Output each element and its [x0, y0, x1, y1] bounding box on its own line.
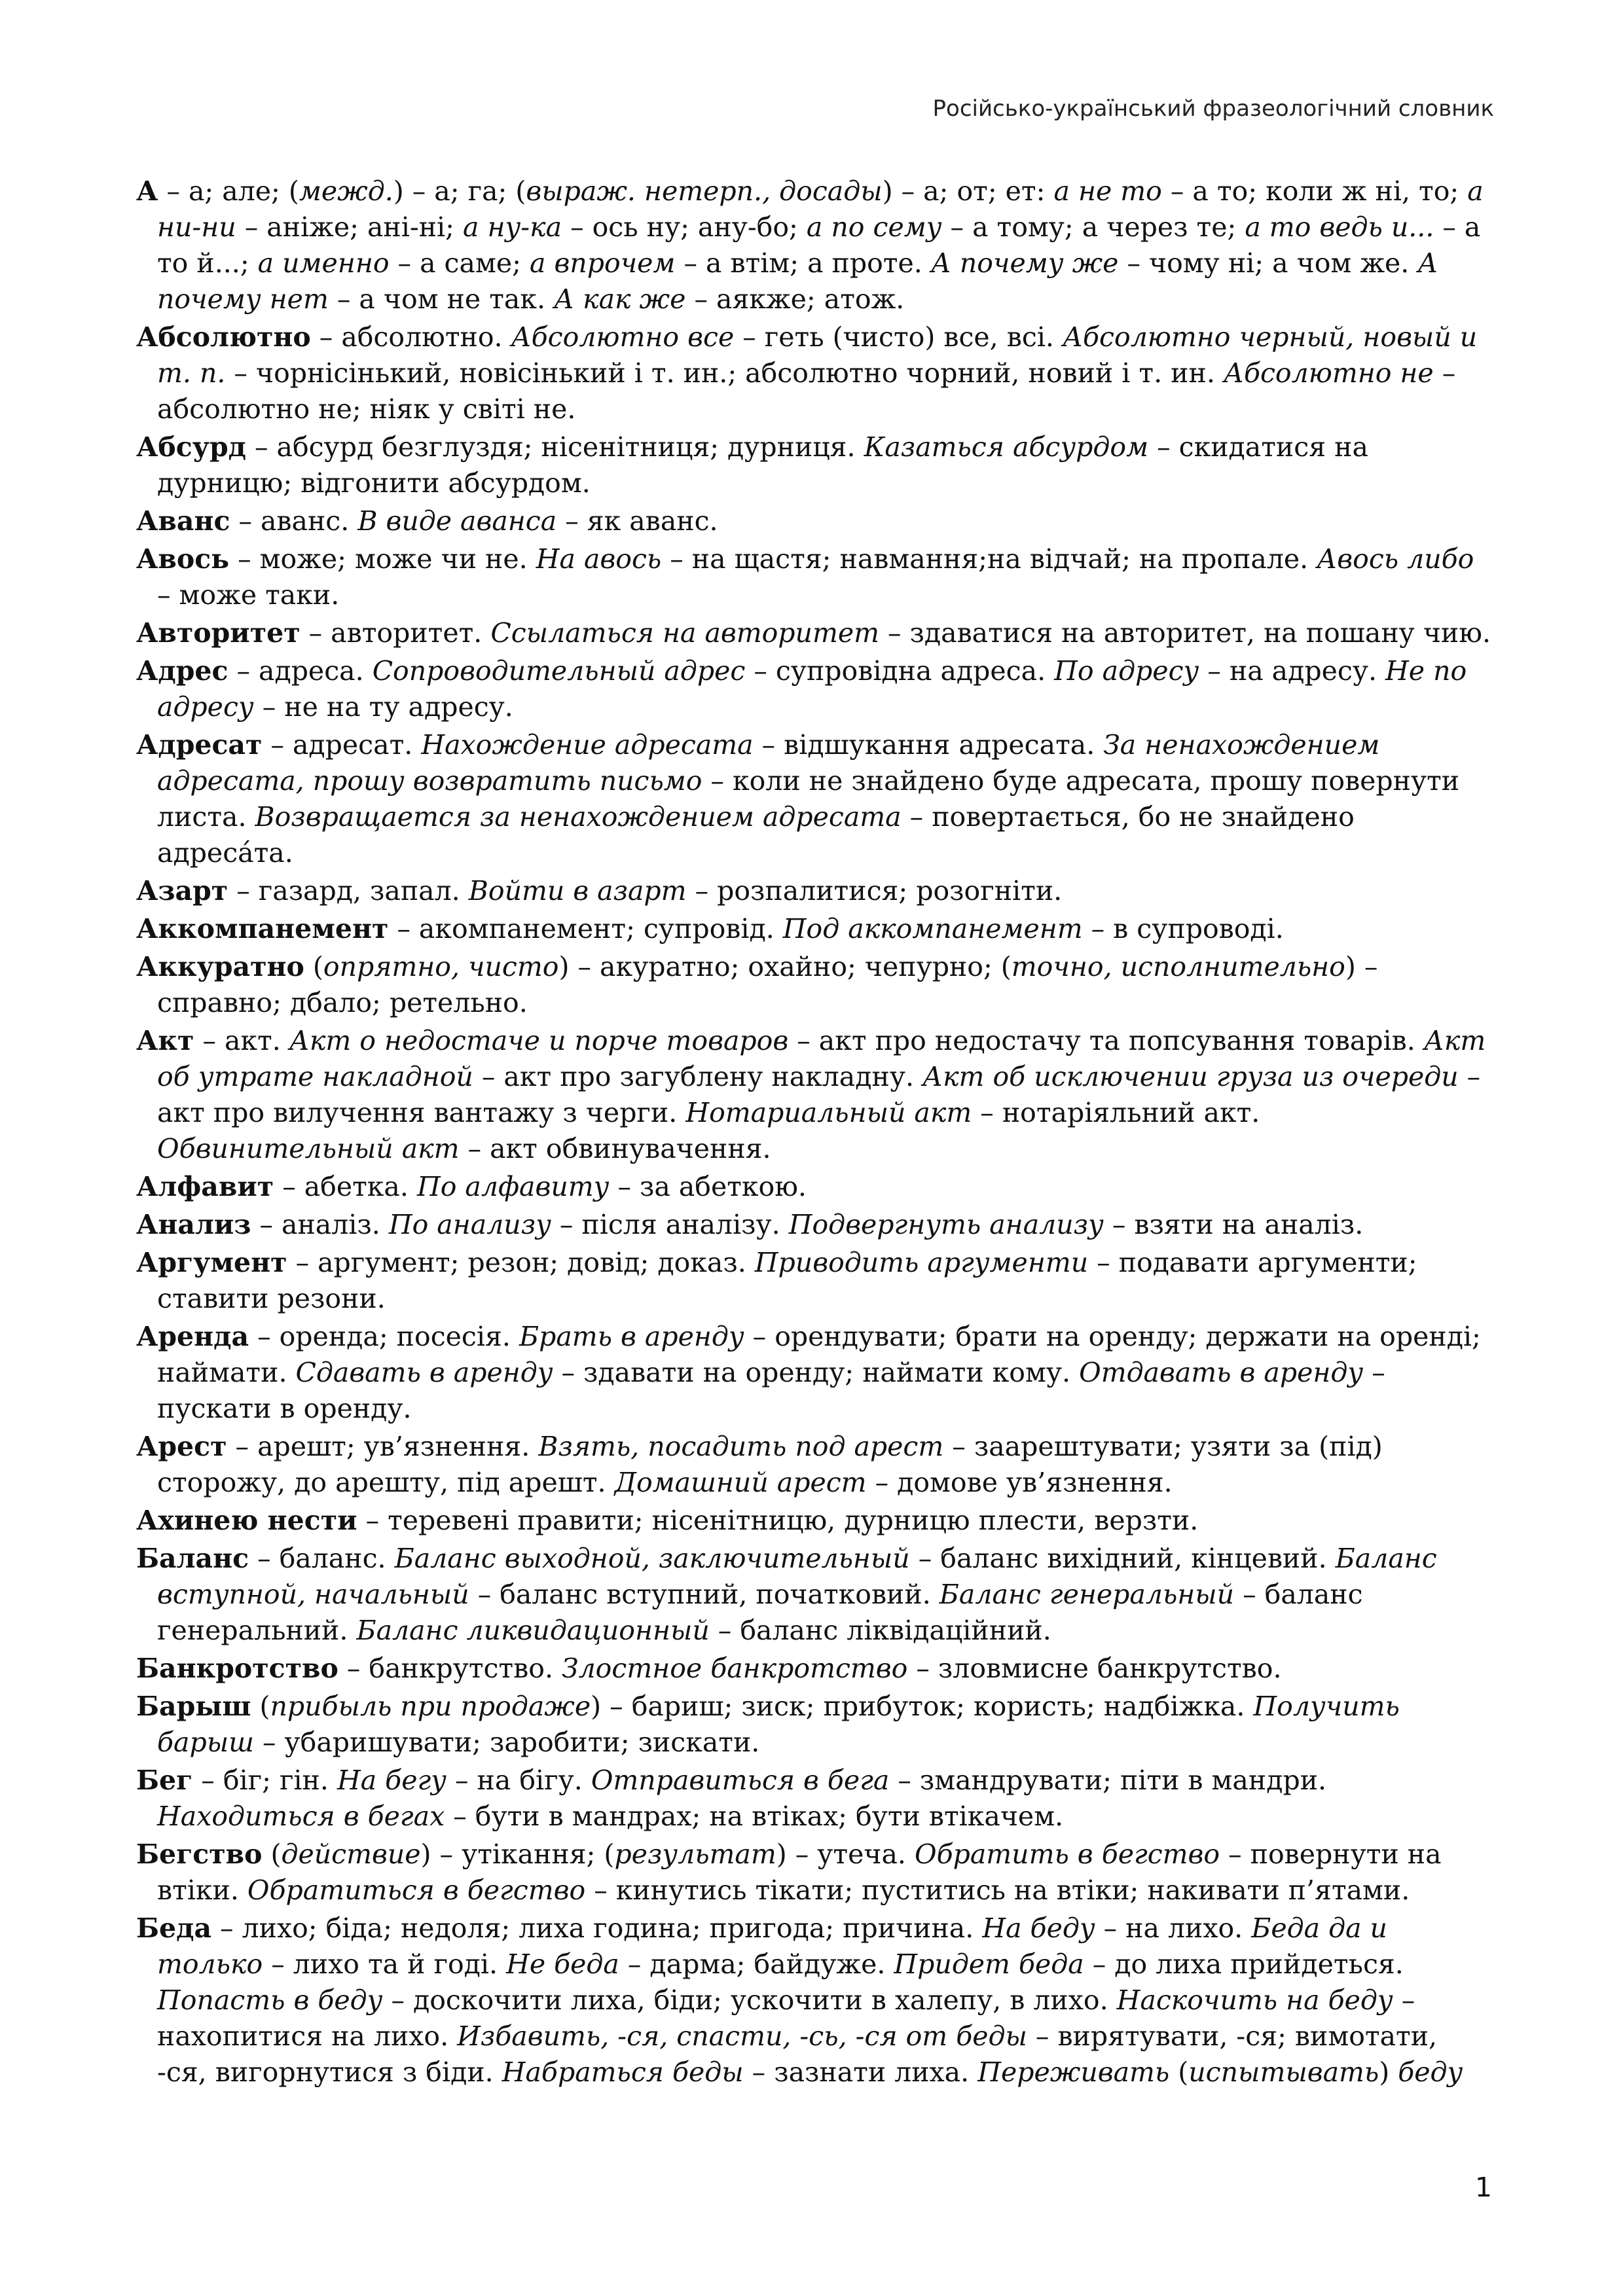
- entry-translation: – в супроводі.: [1082, 913, 1284, 944]
- dictionary-entry: [136, 1023, 1495, 1167]
- entry-phrase: Отдавать в аренду: [1079, 1357, 1364, 1388]
- entry-translation: – а; але; (: [158, 175, 299, 207]
- entry-translation: – на щастя; навмання;на відчай; на пропале.: [661, 543, 1317, 575]
- dictionary-entry: [136, 1541, 1495, 1649]
- entry-translation: – заарештувати; узяти за (під) сторожу, до арешту, під арешт.: [157, 1431, 1383, 1498]
- entry-phrase: а именно: [257, 247, 390, 279]
- entry-translation: – акт обвинувачення.: [459, 1133, 771, 1164]
- entry-translation: – дарма; байдуже.: [619, 1948, 894, 1980]
- entry-translation: – вирятувати, -ся; вимотати, -ся, вигорнутися з біди.: [157, 2020, 1438, 2088]
- entry-translation: – зловмисне банкрутство.: [907, 1653, 1282, 1684]
- entry-phrase: а ни-ни: [157, 175, 1484, 243]
- entry-translation: – оренда; посесія.: [249, 1321, 519, 1352]
- dictionary-entry: [136, 319, 1495, 427]
- entry-translation: – адресат.: [262, 729, 422, 761]
- entry-translation: – убаришувати; заробити; зискати.: [253, 1727, 760, 1758]
- entry-translation: – баланс.: [249, 1543, 395, 1574]
- entry-translation: (: [1169, 2056, 1189, 2088]
- entry-translation: – а саме;: [389, 247, 530, 279]
- entry-phrase: а впрочем: [529, 247, 676, 279]
- entry-translation: – подавати аргументи; ставити резони.: [157, 1247, 1417, 1314]
- entry-translation: ) – утеча.: [776, 1839, 915, 1870]
- entry-translation: ) – а; от; ет:: [882, 175, 1054, 207]
- entry-phrase: Акт об утрате накладной: [157, 1025, 1486, 1092]
- entry-headword: Аванс: [136, 505, 230, 537]
- entry-translation: – чому ні; а чом же.: [1118, 247, 1418, 279]
- entry-headword: Адрес: [136, 655, 228, 687]
- dictionary-entries: [136, 173, 1495, 2092]
- entry-phrase: Обратить в бегство: [914, 1839, 1220, 1870]
- dictionary-entry: [136, 541, 1495, 613]
- entry-translation: – як аванс.: [556, 505, 718, 537]
- entry-translation: – арешт; ув’язнення.: [227, 1431, 539, 1462]
- entry-translation: – здаватися на авторитет, на пошану чию.: [879, 617, 1491, 649]
- entry-headword: А: [136, 175, 158, 207]
- entry-translation: – а тому; а через те;: [941, 211, 1245, 243]
- entry-translation: – кинутись тікати; пуститись на втіки; накивати п’ятами.: [585, 1874, 1410, 1906]
- entry-translation: – розпалитися; розогніти.: [686, 875, 1063, 906]
- entry-phrase: В виде аванса: [357, 505, 557, 537]
- entry-phrase: Обвинительный акт: [157, 1133, 460, 1164]
- entry-phrase: действие: [281, 1839, 421, 1870]
- entry-phrase: Сдавать в аренду: [295, 1357, 553, 1388]
- entry-phrase: Акт о недостаче и порче товаров: [289, 1025, 789, 1056]
- entry-phrase: Нотариальный акт: [685, 1097, 972, 1128]
- entry-phrase: испытывать: [1188, 2056, 1379, 2088]
- entry-translation: – баланс генеральний.: [157, 1579, 1363, 1646]
- entry-translation: – аванс.: [230, 505, 358, 537]
- entry-translation: – пускати в оренду.: [157, 1357, 1385, 1424]
- entry-translation: – абсолютно.: [310, 321, 511, 353]
- entry-translation: – повернути на втіки.: [157, 1839, 1442, 1906]
- entry-translation: – баланс ліквідаційний.: [709, 1615, 1051, 1646]
- entry-phrase: Приводить аргументи: [754, 1247, 1089, 1278]
- dictionary-entry: [136, 1837, 1495, 1909]
- dictionary-entry: [136, 727, 1495, 871]
- entry-phrase: Злостное банкротство: [562, 1653, 908, 1684]
- dictionary-entry: [136, 1207, 1495, 1243]
- entry-translation: – лихо та й годі.: [263, 1948, 507, 1980]
- entry-headword: Азарт: [136, 875, 228, 906]
- entry-translation: (: [304, 951, 323, 982]
- entry-headword: Беда: [136, 1912, 212, 1944]
- entry-phrase: На беду: [982, 1912, 1095, 1944]
- entry-translation: – а втім; а проте.: [675, 247, 931, 279]
- entry-translation: – взяти на аналіз.: [1103, 1209, 1364, 1240]
- entry-translation: – геть (чисто) все, всі.: [734, 321, 1063, 353]
- entry-headword: Арест: [136, 1431, 227, 1462]
- entry-phrase: результат: [614, 1839, 776, 1870]
- entry-phrase: А как же: [554, 283, 686, 315]
- entry-translation: (: [262, 1839, 282, 1870]
- entry-translation: – баланс вступний, початковий.: [469, 1579, 939, 1610]
- entry-phrase: а не то: [1053, 175, 1162, 207]
- entry-headword: Адресат: [136, 729, 263, 761]
- entry-phrase: опрятно, чисто: [323, 951, 559, 982]
- entry-phrase: беду: [1398, 2056, 1463, 2088]
- entry-phrase: На авось: [536, 543, 662, 575]
- entry-headword: Акт: [136, 1025, 194, 1056]
- entry-translation: – коли не знайдено буде адресата, прошу повернути листа.: [157, 765, 1460, 833]
- entry-phrase: Баланс вступной, начальный: [157, 1543, 1437, 1610]
- entry-translation: – акт про недостачу та попсування товарів.: [788, 1025, 1424, 1056]
- entry-translation: – абсурд безглуздя; нісенітниця; дурниця.: [246, 431, 864, 463]
- entry-translation: – на лихо.: [1095, 1912, 1252, 1944]
- entry-phrase: Отправиться в бега: [591, 1765, 890, 1796]
- entry-phrase: Находиться в бегах: [157, 1801, 445, 1832]
- running-header: Російсько-український фразеологічний словник: [932, 96, 1494, 122]
- entry-phrase: а ну-ка: [463, 211, 562, 243]
- dictionary-entry: [136, 1689, 1495, 1761]
- entry-translation: – скидатися на дурницю; відгонити абсурдом.: [157, 431, 1368, 499]
- entry-headword: Баланс: [136, 1543, 249, 1574]
- entry-translation: – а то; коли ж ні, то;: [1161, 175, 1468, 207]
- entry-translation: – нотаріяльний акт.: [972, 1097, 1260, 1128]
- entry-translation: – бути в мандрах; на втіках; бути втікачем.: [445, 1801, 1064, 1832]
- entry-phrase: По алфавиту: [416, 1171, 610, 1202]
- entry-headword: Аккомпанемент: [136, 913, 389, 944]
- entry-phrase: Сопроводительный адрес: [372, 655, 746, 687]
- entry-translation: – а чом не так.: [328, 283, 555, 315]
- entry-phrase: Взять, посадить под арест: [538, 1431, 944, 1462]
- entry-headword: Бегство: [136, 1839, 263, 1870]
- entry-translation: – аргумент; резон; довід; доказ.: [287, 1247, 755, 1278]
- entry-translation: – акомпанемент; супровід.: [388, 913, 783, 944]
- dictionary-entry: [136, 911, 1495, 947]
- entry-translation: – домове ув’язнення.: [866, 1467, 1173, 1498]
- entry-phrase: Избавить, -ся, спасти, -сь, -ся от беды: [457, 2020, 1027, 2052]
- dictionary-entry: [136, 1319, 1495, 1427]
- entry-translation: – авторитет.: [300, 617, 491, 649]
- entry-phrase: Набраться беды: [501, 2056, 744, 2088]
- entry-headword: Барыш: [136, 1691, 251, 1722]
- entry-headword: Алфавит: [136, 1171, 274, 1202]
- entry-translation: – на бігу.: [446, 1765, 591, 1796]
- entry-phrase: Подвергнуть анализу: [788, 1209, 1104, 1240]
- entry-translation: – здавати на оренду; наймати кому.: [553, 1357, 1080, 1388]
- entry-phrase: Авось либо: [1317, 543, 1474, 575]
- entry-phrase: точно, исполнительно: [1011, 951, 1345, 982]
- entry-translation: – аналіз.: [251, 1209, 389, 1240]
- dictionary-entry: [136, 1503, 1495, 1539]
- entry-phrase: а по сему: [806, 211, 942, 243]
- entry-translation: – супровідна адреса.: [745, 655, 1055, 687]
- entry-headword: Абсолютно: [136, 321, 311, 353]
- entry-translation: – акт.: [194, 1025, 289, 1056]
- entry-translation: – адреса.: [228, 655, 373, 687]
- entry-translation: – ось ну; ану-бо;: [562, 211, 807, 243]
- entry-translation: – нахопитися на лихо.: [157, 1984, 1415, 2052]
- dictionary-entry: [136, 503, 1495, 539]
- entry-translation: – біг; гін.: [192, 1765, 337, 1796]
- entry-translation: ): [1379, 2056, 1398, 2088]
- entry-phrase: Наскочить на беду: [1116, 1984, 1393, 2016]
- dictionary-entry: [136, 1763, 1495, 1835]
- entry-phrase: Баланс выходной, заключительный: [394, 1543, 910, 1574]
- dictionary-entry: [136, 615, 1495, 651]
- entry-translation: – до лиха прийдеться.: [1084, 1948, 1404, 1980]
- entry-phrase: Баланс генеральный: [939, 1579, 1235, 1610]
- entry-translation: ) – а; га; (: [393, 175, 526, 207]
- entry-headword: Аренда: [136, 1321, 249, 1352]
- entry-phrase: Под аккомпанемент: [782, 913, 1083, 944]
- entry-headword: Авторитет: [136, 617, 301, 649]
- entry-headword: Аргумент: [136, 1247, 287, 1278]
- entry-translation: – баланс вихідний, кінцевий.: [909, 1543, 1336, 1574]
- entry-translation: ) – справно; дбало; ретельно.: [157, 951, 1378, 1018]
- entry-phrase: выраж. нетерп., досады: [526, 175, 883, 207]
- entry-phrase: Войти в азарт: [468, 875, 687, 906]
- entry-translation: – може; може чи не.: [229, 543, 536, 575]
- entry-phrase: межд.: [299, 175, 393, 207]
- entry-phrase: Абсолютно все: [511, 321, 735, 353]
- dictionary-entry: [136, 173, 1495, 317]
- entry-translation: – чорнісінький, новісінький і т. ин.; абсолютно чорний, новий і т. ин.: [225, 357, 1224, 389]
- entry-translation: ) – бариш; зиск; прибуток; користь; надбіжка.: [591, 1691, 1254, 1722]
- entry-translation: – аніже; ані-ні;: [236, 211, 463, 243]
- entry-headword: Ахинею нести: [136, 1505, 357, 1536]
- entry-phrase: Возвращается за ненахождением адресата: [255, 801, 902, 833]
- entry-translation: – а то й...;: [157, 211, 1481, 279]
- entry-headword: Анализ: [136, 1209, 251, 1240]
- entry-phrase: Переживать: [977, 2056, 1170, 2088]
- entry-phrase: Ссылаться на авторитет: [490, 617, 879, 649]
- entry-translation: ) – акуратно; охайно; чепурно; (: [558, 951, 1012, 982]
- entry-translation: (: [251, 1691, 270, 1722]
- dictionary-entry: [136, 1169, 1495, 1205]
- entry-translation: – зазнати лиха.: [743, 2056, 978, 2088]
- entry-phrase: Не беда: [506, 1948, 619, 1980]
- dictionary-entry: [136, 1651, 1495, 1687]
- entry-translation: – доскочити лиха, біди; ускочити в халепу, в лихо.: [382, 1984, 1117, 2016]
- entry-phrase: Домашний арест: [614, 1467, 867, 1498]
- entry-translation: – не на ту адресу.: [253, 691, 513, 723]
- dictionary-entry: [136, 429, 1495, 501]
- entry-headword: Аккуратно: [136, 951, 304, 982]
- entry-phrase: Казаться абсурдом: [864, 431, 1149, 463]
- entry-translation: – лихо; біда; недоля; лиха година; пригода; причина.: [211, 1912, 983, 1944]
- entry-phrase: Абсолютно не: [1223, 357, 1434, 389]
- entry-translation: – після аналізу.: [551, 1209, 789, 1240]
- entry-phrase: На бегу: [337, 1765, 447, 1796]
- entry-translation: – акт про загублену накладну.: [473, 1061, 923, 1092]
- entry-headword: Авось: [136, 543, 230, 575]
- entry-phrase: Баланс ликвидационный: [356, 1615, 710, 1646]
- entry-phrase: Получить барыш: [157, 1691, 1400, 1758]
- entry-phrase: По анализу: [388, 1209, 551, 1240]
- entry-headword: Абсурд: [136, 431, 246, 463]
- entry-phrase: А почему же: [930, 247, 1119, 279]
- page-number: 1: [1474, 2172, 1492, 2203]
- entry-translation: – відшукання адресата.: [753, 729, 1104, 761]
- entry-phrase: Попасть в беду: [157, 1984, 383, 2016]
- entry-translation: – акт про вилучення вантажу з черги.: [157, 1061, 1481, 1128]
- entry-translation: – повертається, бо не знайдено адреса́та.: [157, 801, 1355, 869]
- entry-translation: – газард, запал.: [228, 875, 469, 906]
- entry-phrase: Брать в аренду: [519, 1321, 744, 1352]
- entry-phrase: прибыль при продаже: [270, 1691, 591, 1722]
- entry-phrase: а то ведь и...: [1245, 211, 1434, 243]
- entry-phrase: Беда да и только: [157, 1912, 1387, 1980]
- entry-phrase: Не по адресу: [157, 655, 1467, 723]
- dictionary-entry: [136, 873, 1495, 909]
- entry-phrase: Абсолютно черный, новый и т. п.: [157, 321, 1478, 389]
- entry-phrase: Придет беда: [894, 1948, 1084, 1980]
- entry-translation: – орендувати; брати на оренду; держати на оренді; наймати.: [157, 1321, 1481, 1388]
- entry-translation: – теревені правити; нісенітницю, дурницю плести, верзти.: [357, 1505, 1199, 1536]
- dictionary-entry: [136, 1245, 1495, 1317]
- entry-translation: – абетка.: [274, 1171, 417, 1202]
- entry-translation: – аякже; атож.: [685, 283, 905, 315]
- entry-phrase: Обратиться в бегство: [247, 1874, 586, 1906]
- entry-phrase: Акт об исключении груза из очереди: [922, 1061, 1459, 1092]
- entry-phrase: По адресу: [1054, 655, 1199, 687]
- entry-translation: – може таки.: [157, 579, 340, 611]
- entry-phrase: Нахождение адресата: [421, 729, 754, 761]
- dictionary-entry: [136, 1910, 1495, 2090]
- entry-phrase: А почему нет: [157, 247, 1438, 315]
- entry-translation: – абсолютно не; ніяк у світі не.: [157, 357, 1456, 425]
- entry-headword: Банкротство: [136, 1653, 338, 1684]
- entry-translation: – на адресу.: [1199, 655, 1386, 687]
- entry-headword: Бег: [136, 1765, 193, 1796]
- entry-translation: ) – утікання; (: [420, 1839, 615, 1870]
- entry-translation: – банкрутство.: [338, 1653, 562, 1684]
- entry-translation: – змандрувати; піти в мандри.: [889, 1765, 1327, 1796]
- entry-translation: – за абеткою.: [609, 1171, 807, 1202]
- dictionary-entry: [136, 949, 1495, 1021]
- entry-phrase: За ненахождением адресата, прошу возвратить письмо: [157, 729, 1380, 797]
- dictionary-entry: [136, 653, 1495, 725]
- dictionary-entry: [136, 1429, 1495, 1501]
